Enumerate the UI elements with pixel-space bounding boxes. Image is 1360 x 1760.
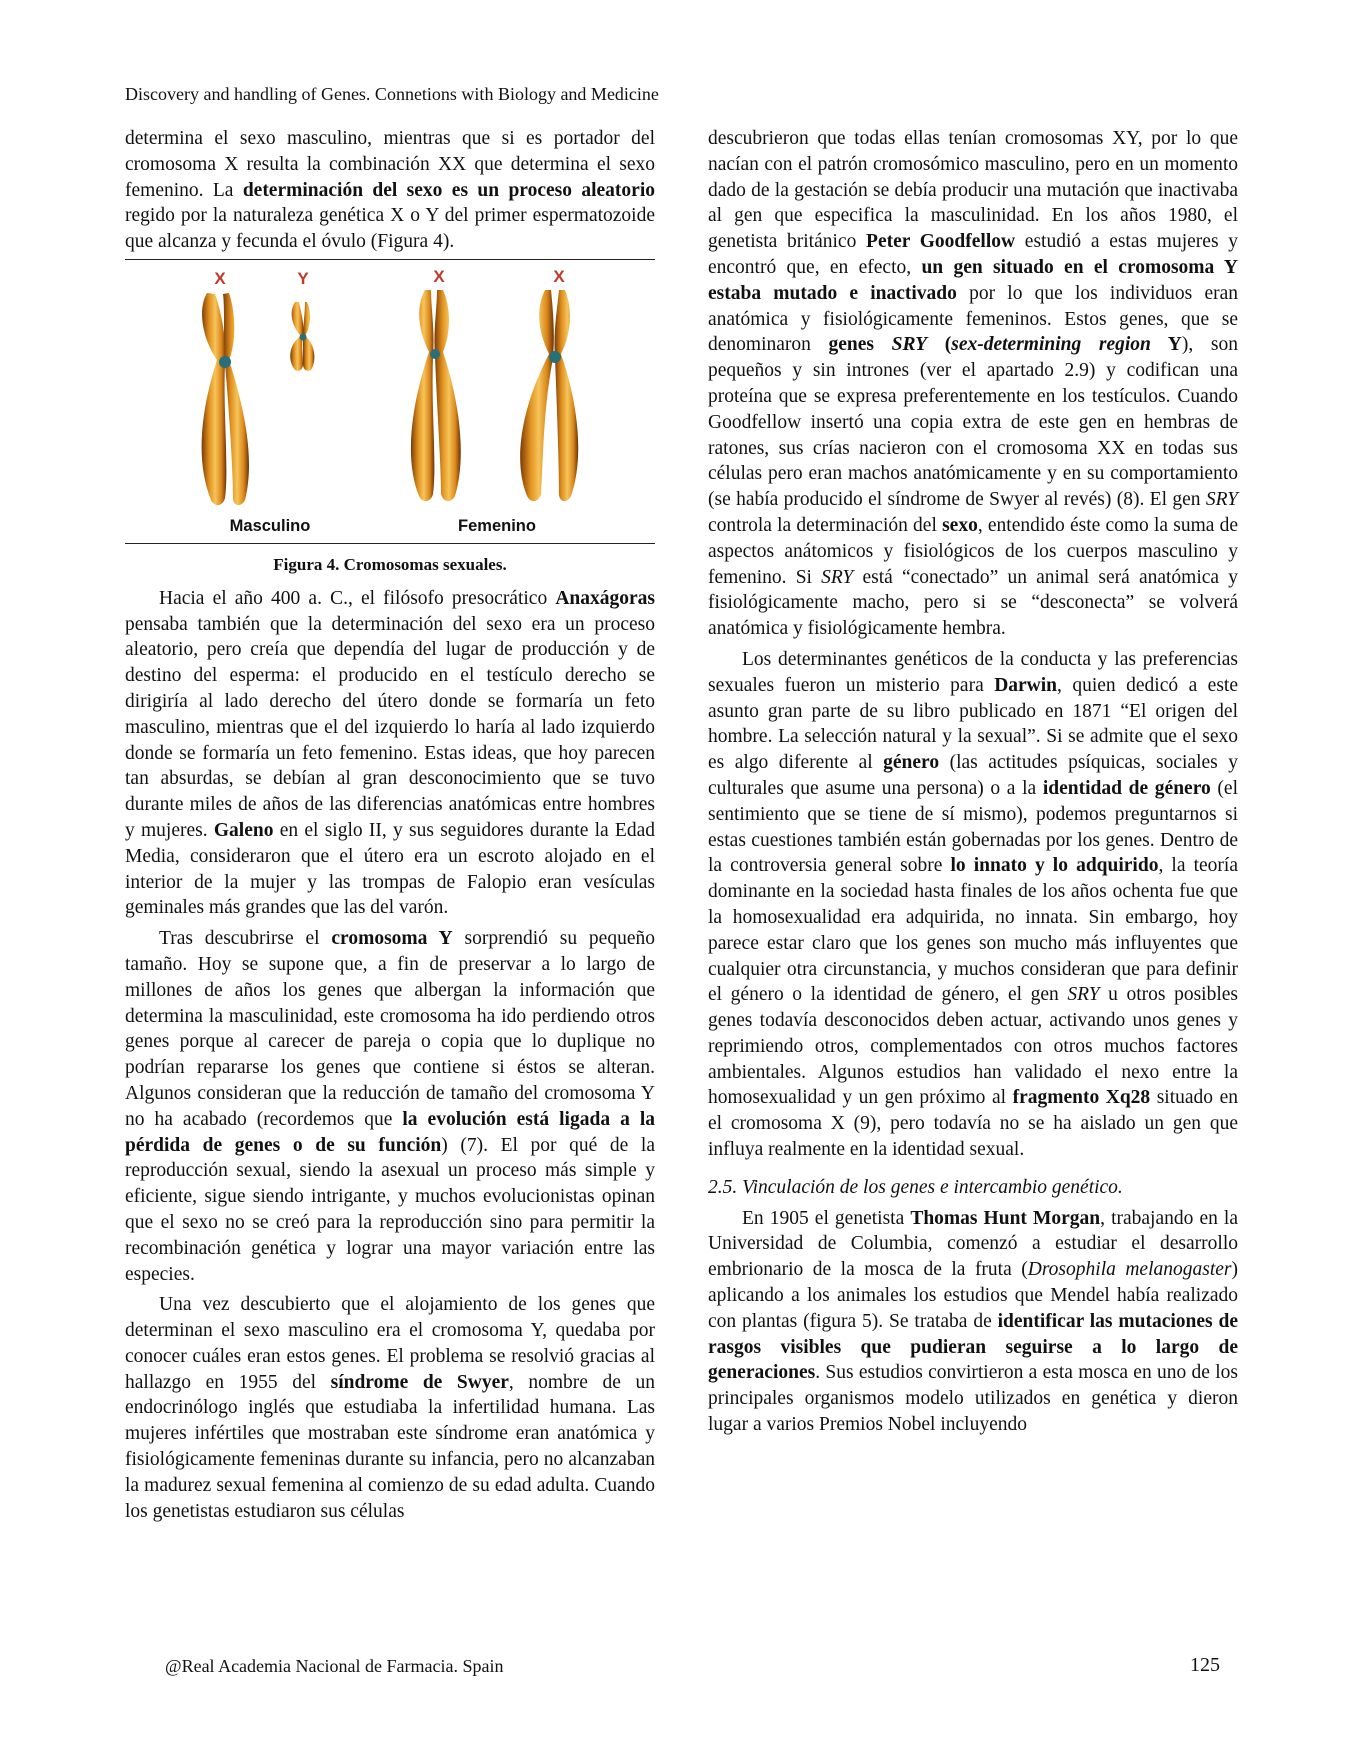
section-heading: 2.5. Vinculación de los genes e intercambio genético.	[708, 1176, 1123, 1198]
x-chromosome-female-1	[411, 290, 461, 501]
paragraph: Tras descubrirse el cromosoma Y sorprendió su pequeño tamaño. Hoy se supone que, a fin de preservar a lo largo de millones de años los genes que albergan la información que determina la masculinidad, este cromosoma ha ido perdiendo otros genes porque al carecer de pareja o copia que lo duplique no podrían repararse los genes que contiene si éstos se alteran. Algunos consideran que la reducción de tamaño del cromosoma Y no ha acabado (recordemos que la evolución está ligada a la pérdida de genes o de su función) (7). El por qué de la reproducción sexual, siendo la asexual un proceso más simple y eficiente, sigue siendo intrigante, y muchos evolucionistas opinan que el sexo no se creó para la reproducción sino para permitir la recombinación genética y lograr una mayor variación entre las especies.	[125, 928, 656, 1285]
label-x-female-2: X	[553, 266, 565, 286]
paragraph: Una vez descubierto que el alojamiento de los genes que determinan el sexo masculino era el cromosoma Y, quedaba por conocer cuáles eran estos genes. El problema se resolvió gracias al hallazgo en 1955 del síndrome de Swyer, nombre de un endocrinólogo inglés que estudiaba la infertilidad humana. Las mujeres infértiles que mostraban este síndrome eran anatómica y fisiológicamente femeninas durante su infancia, pero no alcanzaban la madurez sexual femenina al comienzo de su edad adulta. Cuando los genetistas estudiaron sus células	[125, 1294, 655, 1522]
label-femenino: Femenino	[458, 516, 536, 535]
page-number: 125	[1190, 1654, 1220, 1676]
label-x-female-1: X	[433, 266, 445, 286]
paragraph: Los determinantes genéticos de la conducta y las preferencias sexuales fueron un misterio para Darwin, quien dedicó a este asunto gran parte de su libro publicado en 1871 “El origen del hombre. La selección natural y la sexual”. Si se admite que el sexo es algo diferente al género (las actitudes psíquicas, sociales y culturales que asume una persona) o a la identidad de género (el sentimiento que se tiene de sí mismo), podemos preguntarnos si estas cuestiones también están gobernadas por los genes. Dentro de la controversia general sobre lo innato y lo adquirido, la teoría dominante en la sociedad hasta finales de los años ochenta fue que la homosexualidad era adquirida, no innata. Sin embargo, hoy parece estar claro que los genes son mucho más influyentes que cualquier otra circunstancia, y muchos consideran que para definir el género o la identidad de género, el gen SRY u otros posibles genes todavía desconocidos deben actuar, activando unos genes y reprimiendo otros, complementados con otros muchos factores ambientales. Algunos estudios han validado el nexo entre la homosexualidad y un gen próximo al fragmento Xq28 situado en el cromosoma X (9), pero todavía no se ha aislado un gen que influya realmente en la identidad sexual.	[708, 648, 1239, 1161]
paragraph: Hacia el año 400 a. C., el filósofo presocrático Anaxágoras pensaba también que la determinación del sexo era un proceso aleatorio, pero creía que dependía del lugar de producción y de destino del esperma: el producido en el testículo derecho se dirigiría al lado derecho del útero donde se formaría un feto masculino, mientras que el del izquierdo lo haría al lado izquierdo donde se formaría un feto femenino. Estas ideas, que hoy parecen tan absurdas, se debían al gran desconocimiento que se tuvo durante miles de años de las diferencias anatómicas entre hombres y mujeres. Galeno en el siglo II, y sus seguidores durante la Edad Media, consideraron que el útero era un escroto alojado en el interior de la mujer y las trompas de Falopio eran vesículas geminales más grandes que las del varón.	[125, 587, 655, 919]
x-chromosome-male	[202, 293, 249, 505]
running-header: Discovery and handling of Genes. Connetions with Biology and Medicine	[125, 84, 659, 104]
left-column	[125, 126, 655, 1524]
sex-chromosomes-illustration	[125, 260, 655, 543]
paragraph: En 1905 el genetista Thomas Hunt Morgan, trabajando en la Universidad de Columbia, comenzó a estudiar el desarrollo embrionario de la mosca de la fruta (Drosophila melanogaster) aplicando a los animales los estudios que Mendel había realizado con plantas (figura 5). Se trataba de identificar las mutaciones de rasgos visibles que pudieran seguirse a lo largo de generaciones. Sus estudios convirtieron a esta mosca en uno de los principales organismos modelo utilizados en genética y dieron lugar a varios Premios Nobel incluyendo	[708, 1207, 1238, 1436]
paragraph: determina el sexo masculino, mientras que si es portador del cromosoma X resulta la combinación XX que determina el sexo femenino. La determinación del sexo es un proceso aleatorio regido por la naturaleza genética X o Y del primer espermatozoide que alcanza y fecunda el óvulo (Figura 4).	[125, 128, 655, 253]
y-chromosome-male	[290, 302, 314, 371]
right-column	[708, 126, 1238, 1438]
label-y-male: Y	[297, 268, 309, 288]
x-chromosome-female-2	[520, 290, 578, 501]
label-x-male: X	[214, 268, 226, 288]
figure-caption: Figura 4. Cromosomas sexuales.	[273, 554, 507, 574]
figure-4	[125, 259, 655, 544]
footer-publisher: @Real Academia Nacional de Farmacia. Spain	[165, 1656, 504, 1676]
paragraph: descubrieron que todas ellas tenían cromosomas XY, por lo que nacían con el patrón cromosómico masculino, pero en un momento dado de la gestación se debía producir una mutación que inactivaba al gen que especifica la masculinidad. En los años 1980, el genetista británico Peter Goodfellow estudió a estas mujeres y encontró que, en efecto, un gen situado en el cromosoma Y estaba mutado e inactivado por lo que los individuos eran anatómica y fisiológicamente femeninos. Estos genes, que se denominaron genes SRY (sex-determining region Y), son pequeños y sin intrones (ver el apartado 2.9) y codifican una proteína que se expresa preferentemente en los testículos. Cuando Goodfellow insertó una copia extra de este gen en hembras de ratones, sus crías nacieron con el cromosoma XX en todas sus células pero eran machos anatómicamente y en su comportamiento (se había producido el síndrome de Swyer al revés) (8). El gen SRY controla la determinación del sexo, entendido éste como la suma de aspectos anátomicos y fisiológicos de los cuerpos masculino y femenino. Si SRY está “conectado” un animal será anatómica y fisiológicamente macho, pero si se “desconecta” se volverá anatómica y fisiológicamente hembra.	[708, 128, 1238, 640]
label-masculino: Masculino	[229, 516, 311, 535]
